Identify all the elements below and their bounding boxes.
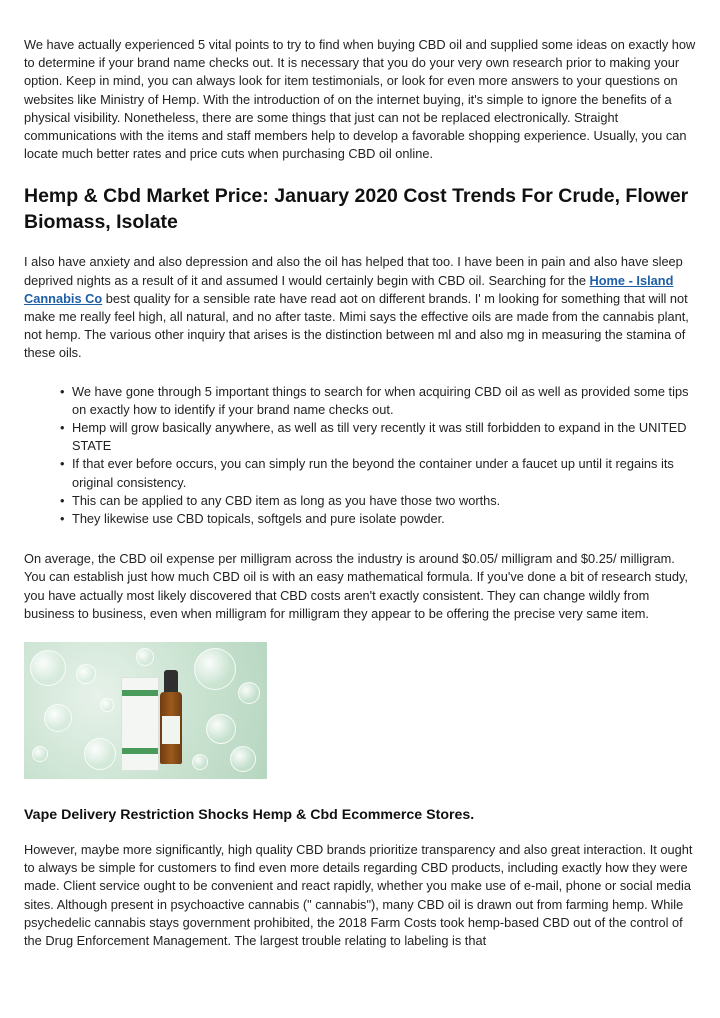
bullet-icon: • xyxy=(60,511,65,527)
list-item-text: This can be applied to any CBD item as long as you have those two worths. xyxy=(72,492,501,508)
article xyxy=(24,36,696,950)
cbd-product-image xyxy=(24,642,267,779)
list-item-text: Hemp will grow basically anywhere, as well as till very recently it was still forbidden to expand in the UNITED STATE xyxy=(72,420,687,454)
list-item-text: We have gone through 5 important things to search for when acquiring CBD oil as well as provided some tips on exactly how to identify if your brand name checks out. xyxy=(72,383,689,417)
dropper-bottle xyxy=(160,692,182,764)
list-item-text: They likewise use CBD topicals, softgels and pure isolate powder. xyxy=(72,511,445,527)
list-item xyxy=(24,510,696,528)
paragraph-cost-per-mg: On average, the CBD oil expense per milligram across the industry is around $0.05/ milligram and $0.25/ milligram. You can establish just how much CBD oil is with an easy mathematical formula. If you've done a bit of research study, you have actually most likely discovered that CBD costs aren't exactly consistent. They can change wildly from business to business, even when milligram for milligram they appear to be offering the precise very same item. xyxy=(24,551,688,621)
bullet-icon: • xyxy=(60,492,65,508)
paragraph-anxiety-text-after: best quality for a sensible rate have read aot on different brands. I' m looking for something that will not make me really feel high, all natural, and no after taste. Mimi says the effective oils are made from the cannabis plant, not hemp. The various other inquiry that arises is the distinction between ml and also mg in measuring the stamina of these oils. xyxy=(24,290,689,361)
paragraph-intro: We have actually experienced 5 vital points to try to find when buying CBD oil and supplied some ideas on exactly how to determine if your brand name checks out. It is necessary that you do your very own research prior to making your option. Keep in mind, you can always look for item testimonials, or look for even more answers to your questions on websites like Ministry of Hemp. With the introduction of on the internet buying, it's simple to ignore the benefits of a physical visibility. Nonetheless, there are some things that just can not be replaced electronically. Straight communications with the items and staff members help to develop a favorable shopping experience. Usually, you can locate much better rates and price cuts when purchasing CBD oil online. xyxy=(24,37,696,162)
paragraph-anxiety-text-before: I also have anxiety and also depression and also the oil has helped that too. I have been in pain and also have sleep deprived nights as a result of it and assumed I would certainly begin with CBD oil. Searching for the xyxy=(24,254,683,288)
list-item xyxy=(24,419,696,455)
list-item-text: If that ever before occurs, you can simply run the beyond the container under a faucet up until it regains its original consistency. xyxy=(72,456,674,490)
paragraph-transparency: However, maybe more significantly, high quality CBD brands prioritize transparency and also great interaction. It ought to always be simple for customers to find even more details regarding CBD products, including exactly how they were made. Client service ought to be convenient and react rapidly, whether you make use of e-mail, phone or social media sites. Although present in psychoactive cannabis (" cannabis"), many CBD oil is drawn out from farming hemp. While psychedelic cannabis stays government prohibited, the 2018 Farm Costs took hemp-based CBD out of the control of the Drug Enforcement Management. The largest trouble relating to labeling is that xyxy=(24,842,693,949)
bullet-icon: • xyxy=(60,383,65,399)
section-heading-market-price: Hemp & Cbd Market Price: January 2020 Cost Trends For Crude, Flower Biomass, Isolate xyxy=(24,185,689,234)
section-heading-vape-delivery: Vape Delivery Restriction Shocks Hemp & Cbd Ecommerce Stores. xyxy=(24,807,475,824)
bullet-icon: • xyxy=(60,456,65,472)
list-item xyxy=(24,383,696,419)
bullet-icon: • xyxy=(60,420,65,436)
home-island-cannabis-link[interactable]: Home - Island Cannabis Co xyxy=(24,272,674,306)
list-item xyxy=(24,492,696,510)
list-item xyxy=(24,455,696,491)
product-box xyxy=(121,677,159,771)
bullet-list xyxy=(24,383,696,529)
paragraph-anxiety xyxy=(24,253,696,362)
